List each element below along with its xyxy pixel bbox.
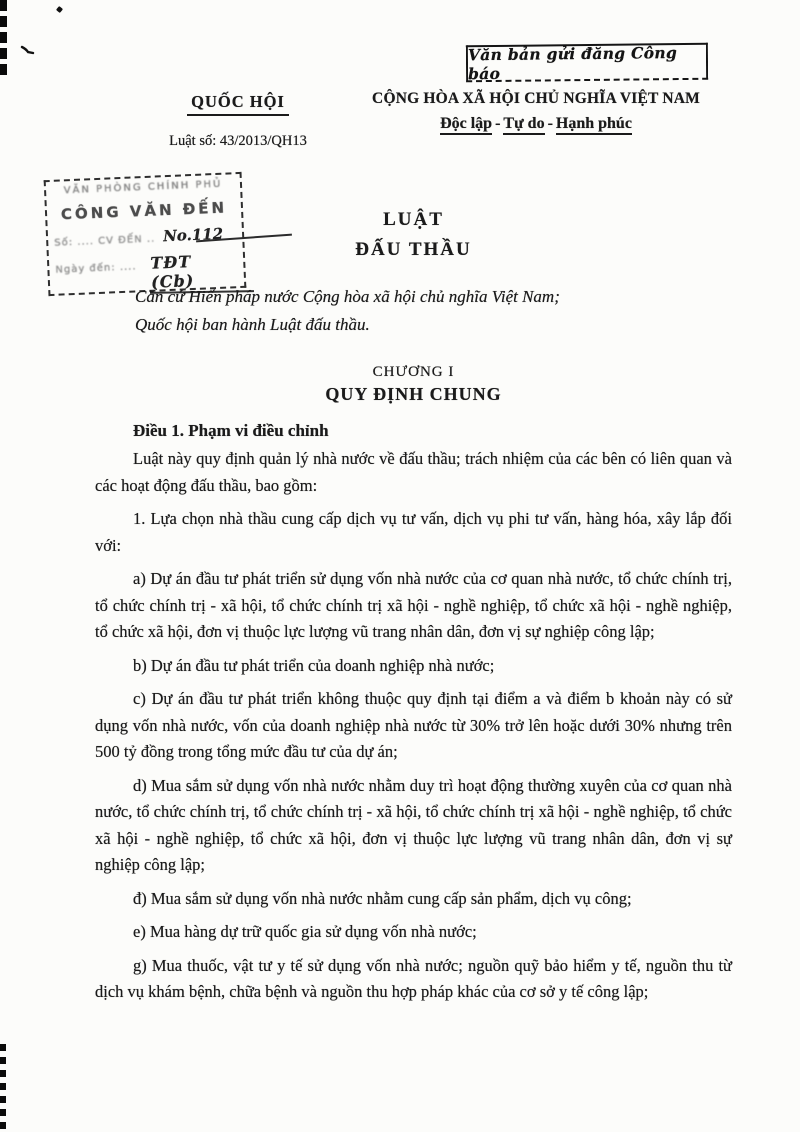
paragraph: e) Mua hàng dự trữ quốc gia sử dụng vốn nhà nước;	[133, 922, 477, 941]
header-issuer-block	[148, 92, 328, 150]
stamp-date-label: Ngày đến: ....	[55, 261, 137, 276]
document-body	[95, 205, 732, 1006]
law-title-line1: LUẬT	[383, 209, 444, 230]
motto-separator: -	[495, 115, 501, 132]
stamp-number-handwritten: No.112	[162, 224, 224, 246]
motto-separator: -	[547, 115, 553, 132]
preamble-line: Căn cứ Hiến pháp nước Cộng hòa xã hội chủ nghĩa Việt Nam;	[135, 287, 560, 306]
chapter-heading	[95, 364, 732, 405]
article-1-heading: Điều 1. Phạm vi điều chỉnh	[133, 421, 329, 440]
chapter-title: QUY ĐỊNH CHUNG	[325, 384, 502, 404]
header-national-block	[356, 90, 716, 133]
paragraph: c) Dự án đầu tư phát triển không thuộc quy định tại điểm a và điểm b khoản này có sử dụng vốn nhà nước, vốn của doanh nghiệp nhà nước từ 30% trở lên hoặc dưới 30% nhưng trên 500 tỷ đồng trong tổng mức đầu tư của dự án;	[95, 689, 732, 761]
pen-squiggle-mark	[20, 43, 36, 61]
paragraph: đ) Mua sắm sử dụng vốn nhà nước nhằm cung cấp sản phẩm, dịch vụ công;	[133, 888, 632, 908]
gazette-stamp-box	[466, 43, 708, 83]
article-1-body	[95, 446, 732, 1006]
stamp-date-handwritten: TĐT (Cb)	[149, 252, 195, 292]
paragraph: a) Dự án đầu tư phát triển sử dụng vốn nhà nước của cơ quan nhà nước, tổ chức chính trị, tổ chức chính trị - xã hội, tổ chức chính trị xã hội - nghề nghiệp, tổ chức xã hội - nghề nghiệp, tổ chức xã hội, đơn vị thuộc lực lượng vũ trang nhân dân, đơn vị sự nghiệp công lập;	[95, 569, 732, 641]
national-title: CỘNG HÒA XÃ HỘI CHỦ NGHĨA VIỆT NAM	[372, 90, 700, 107]
paragraph: 1. Lựa chọn nhà thầu cung cấp dịch vụ tư vấn, dịch vụ phi tư vấn, hàng hóa, xây lắp đối với:	[95, 509, 732, 555]
motto-part-3: Hạnh phúc	[556, 115, 632, 135]
stamp-office-line: VĂN PHÒNG CHÍNH PHỦ	[63, 178, 223, 197]
ink-speck	[56, 6, 63, 13]
chapter-label: CHƯƠNG I	[372, 364, 455, 380]
stamp-number-label: Số: .... CV ĐẾN ..	[54, 233, 156, 249]
gazette-stamp-text: Văn bản gửi đăng Công báo	[467, 42, 678, 83]
preamble-line: Quốc hội ban hành Luật đấu thầu.	[135, 315, 370, 334]
law-title	[95, 205, 732, 265]
paragraph: Luật này quy định quản lý nhà nước về đấu thầu; trách nhiệm của các bên có liên quan và các hoạt động đấu thầu, bao gồm:	[95, 449, 732, 495]
scan-edge-artifact-bottom	[0, 1044, 6, 1132]
document-number: Luật số: 43/2013/QH13	[169, 133, 307, 149]
paragraph: g) Mua thuốc, vật tư y tế sử dụng vốn nhà nước; nguồn quỹ bảo hiểm y tế, nguồn thu từ dịch vụ khám bệnh, chữa bệnh và nguồn thu hợp pháp khác của cơ sở y tế công lập;	[95, 955, 732, 1001]
paragraph: d) Mua sắm sử dụng vốn nhà nước nhằm duy trì hoạt động thường xuyên của cơ quan nhà nước, tổ chức chính trị, tổ chức chính trị - xã hội, tổ chức chính trị xã hội - nghề nghiệp, tổ chức xã hội - nghề nghiệp, tổ chức xã hội, đơn vị thuộc lực lượng vũ trang nhân dân, đơn vị sự nghiệp công lập;	[95, 775, 732, 874]
motto-part-1: Độc lập	[440, 115, 492, 135]
motto-part-2: Tự do	[503, 115, 544, 135]
scan-edge-artifact-top	[0, 0, 7, 78]
law-title-line2: ĐẤU THẦU	[355, 239, 472, 260]
national-motto	[356, 115, 716, 133]
preamble	[95, 283, 732, 339]
issuer-name: QUỐC HỘI	[187, 92, 289, 116]
paragraph: b) Dự án đầu tư phát triển của doanh nghiệp nhà nước;	[133, 655, 495, 675]
stamp-title: CÔNG VĂN ĐẾN	[60, 198, 228, 224]
